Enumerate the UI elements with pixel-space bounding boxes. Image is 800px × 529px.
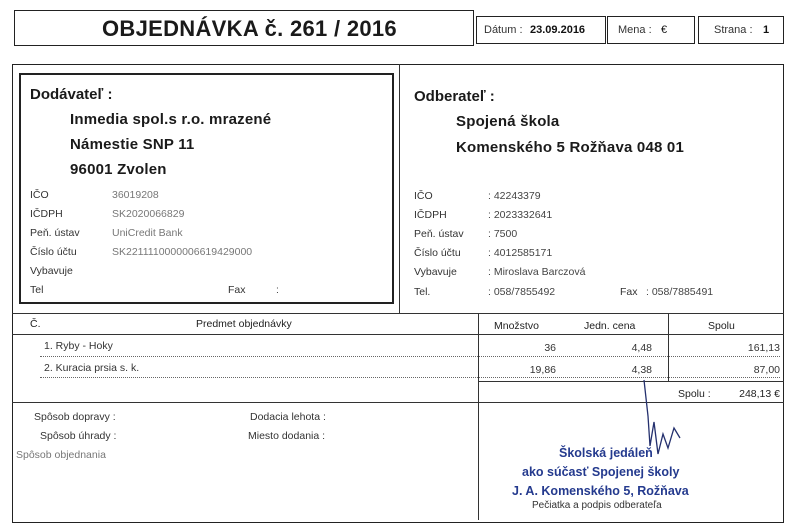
customer-field-value: : 7500	[488, 228, 518, 240]
supplier-field-label: Číslo účtu	[30, 246, 77, 258]
date-label: Dátum :	[484, 24, 523, 36]
page-label: Strana :	[714, 24, 753, 36]
stamp-line: J. A. Komenského 5, Rožňava	[512, 484, 689, 498]
supplier-street: Námestie SNP 11	[70, 136, 195, 153]
supplier-fax-value: :	[276, 284, 279, 296]
customer-field-value: : 42243379	[488, 190, 541, 202]
customer-field-label: Číslo účtu	[414, 247, 461, 259]
row-price: 4,38	[631, 364, 652, 376]
supplier-heading: Dodávateľ :	[30, 86, 113, 103]
supplier-field-label: IČDPH	[30, 208, 63, 220]
customer-street: Komenského 5 Rožňava 048 01	[456, 139, 684, 156]
supplier-name: Inmedia spol.s r.o. mrazené	[70, 111, 272, 128]
customer-field-label: IČO	[414, 190, 433, 202]
signature-stroke	[644, 380, 680, 454]
table-col-divider	[668, 313, 669, 381]
supplier-field-label: Vybavuje	[30, 265, 73, 277]
sum-label: Spolu :	[678, 388, 711, 400]
stamp-caption: Pečiatka a podpis odberateľa	[532, 500, 662, 511]
currency-value: €	[661, 24, 668, 36]
col-header-num: Č.	[30, 318, 41, 330]
table-col-divider	[478, 313, 479, 520]
customer-fax-label: Fax	[620, 286, 638, 298]
sum-value: 248,13 €	[739, 388, 780, 400]
row-item-name: 1. Ryby - Hoky	[44, 340, 113, 352]
stamp-line: ako súčasť Spojenej školy	[522, 465, 680, 479]
row-price: 4,48	[631, 342, 652, 354]
row-qty: 19,86	[529, 364, 556, 376]
supplier-field-label: IČO	[30, 189, 49, 201]
customer-field-label: IČDPH	[414, 209, 447, 221]
row-total: 87,00	[753, 364, 780, 376]
supplier-fax-label: Fax	[228, 284, 246, 296]
document-title: OBJEDNÁVKA č. 261 / 2016	[102, 16, 397, 41]
date-value: 23.09.2016	[530, 24, 586, 36]
payment-label: Spôsob úhrady :	[40, 430, 117, 442]
stamp-line: Školská jedáleň	[559, 446, 653, 460]
col-header-total: Spolu	[708, 320, 735, 332]
supplier-field-label: Peň. ústav	[30, 227, 80, 239]
transport-label: Spôsob dopravy :	[34, 411, 116, 423]
customer-field-value: : 4012585171	[488, 247, 553, 259]
customer-field-value: : Miroslava Barczová	[488, 266, 586, 278]
section-divider	[399, 64, 400, 314]
supplier-field-value: 36019208	[112, 189, 159, 201]
customer-field-label: Vybavuje	[414, 266, 457, 278]
customer-fax-value: : 058/7885491	[646, 286, 714, 298]
ordering-label: Spôsob objednania	[16, 449, 106, 461]
supplier-field-value: UniCredit Bank	[112, 227, 183, 239]
customer-field-label: Peň. ústav	[414, 228, 464, 240]
customer-heading: Odberateľ :	[414, 88, 495, 105]
supplier-field-value: SK2211110000006619429000	[112, 246, 253, 258]
currency-label: Mena :	[618, 24, 652, 36]
customer-field-value: : 2023332641	[488, 209, 553, 221]
row-qty: 36	[544, 342, 556, 354]
customer-field-value: : 058/7855492	[488, 286, 556, 298]
row-total: 161,13	[747, 342, 780, 354]
delivery-term-label: Dodacia lehota :	[250, 411, 326, 423]
supplier-field-label: Tel	[30, 284, 44, 296]
col-header-item: Predmet objednávky	[196, 318, 292, 330]
delivery-place-label: Miesto dodania :	[248, 430, 326, 442]
supplier-field-value: SK2020066829	[112, 208, 185, 220]
col-header-qty: Množstvo	[494, 320, 539, 332]
customer-name: Spojená škola	[456, 113, 560, 130]
supplier-box	[19, 73, 394, 304]
row-item-name: 2. Kuracia prsia s. k.	[44, 362, 140, 374]
col-header-price: Jedn. cena	[584, 320, 636, 332]
customer-field-label: Tel.	[414, 286, 431, 298]
supplier-city: 96001 Zvolen	[70, 161, 167, 178]
page-value: 1	[763, 24, 770, 36]
row-dotted-rule	[40, 356, 780, 357]
